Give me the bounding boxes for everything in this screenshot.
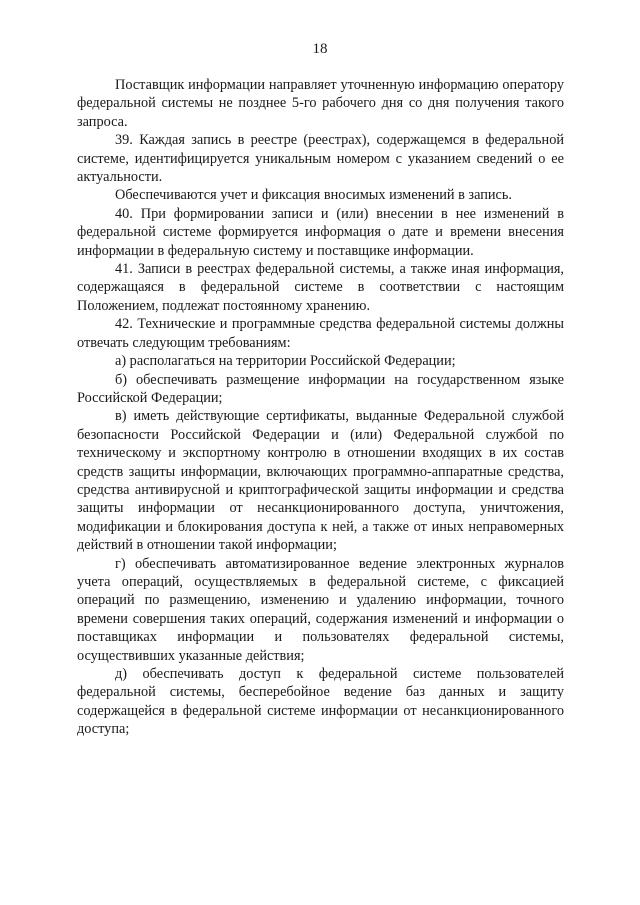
paragraph-39: 39. Каждая запись в реестре (реестрах), содержащемся в федеральной системе, идентифицируется уникальным номером с указанием сведений о ее актуальности. bbox=[77, 132, 564, 186]
paragraph-41: 41. Записи в реестрах федеральной системы, а также иная информация, содержащаяся в федеральной системе в соответствии с настоящим Положением, подлежат постоянному хранению. bbox=[77, 261, 564, 314]
document-body bbox=[77, 76, 564, 739]
paragraph-39-changes: Обеспечиваются учет и фиксация вносимых изменений в запись. bbox=[115, 187, 512, 204]
paragraph-42-g: г) обеспечивать автоматизированное ведение электронных журналов учета операций, осуществляемых в федеральной системе, с фиксацией операций по размещению, изменению и удалению информации, точного времени совершения таких операций, содержания изменений и информации о поставщиках информации и пользователях федеральной системы, осуществивших указанные действия; bbox=[77, 555, 564, 664]
page-number: 18 bbox=[312, 41, 328, 57]
paragraph-42: 42. Технические и программные средства федеральной системы должны отвечать следующим требованиям: bbox=[77, 316, 564, 351]
paragraph-42-a: а) располагаться на территории Российской Федерации; bbox=[115, 353, 456, 370]
paragraph-42-v: в) иметь действующие сертификаты, выданные Федеральной службой безопасности Российской Федерации и (или) Федеральной службой по техническому и экспортному контролю в отношении входящих в их состав средств защиты информации, включающих программно-аппаратные средства, средства антивирусной и криптографической защиты информации и средства защиты информации от несанкционированного доступа, уничтожения, модификации и блокирования доступа к ней, а также от иных неправомерных действий в отношении такой информации; bbox=[77, 408, 564, 554]
paragraph-40: 40. При формировании записи и (или) внесении в нее изменений в федеральной системе формируется информация о дате и времени внесения информации в федеральную систему и поставщике информации. bbox=[77, 205, 564, 259]
paragraph-42-b: б) обеспечивать размещение информации на государственном языке Российской Федерации; bbox=[77, 371, 564, 406]
paragraph-supplier-update: Поставщик информации направляет уточненную информацию оператору федеральной системы не позднее 5-го рабочего дня со дня получения такого запроса. bbox=[77, 77, 564, 130]
paragraph-42-d: д) обеспечивать доступ к федеральной системе пользователей федеральной системы, бесперебойное ведение баз данных и защиту содержащейся в федеральной системе информации от несанкционированного доступа; bbox=[77, 666, 564, 738]
